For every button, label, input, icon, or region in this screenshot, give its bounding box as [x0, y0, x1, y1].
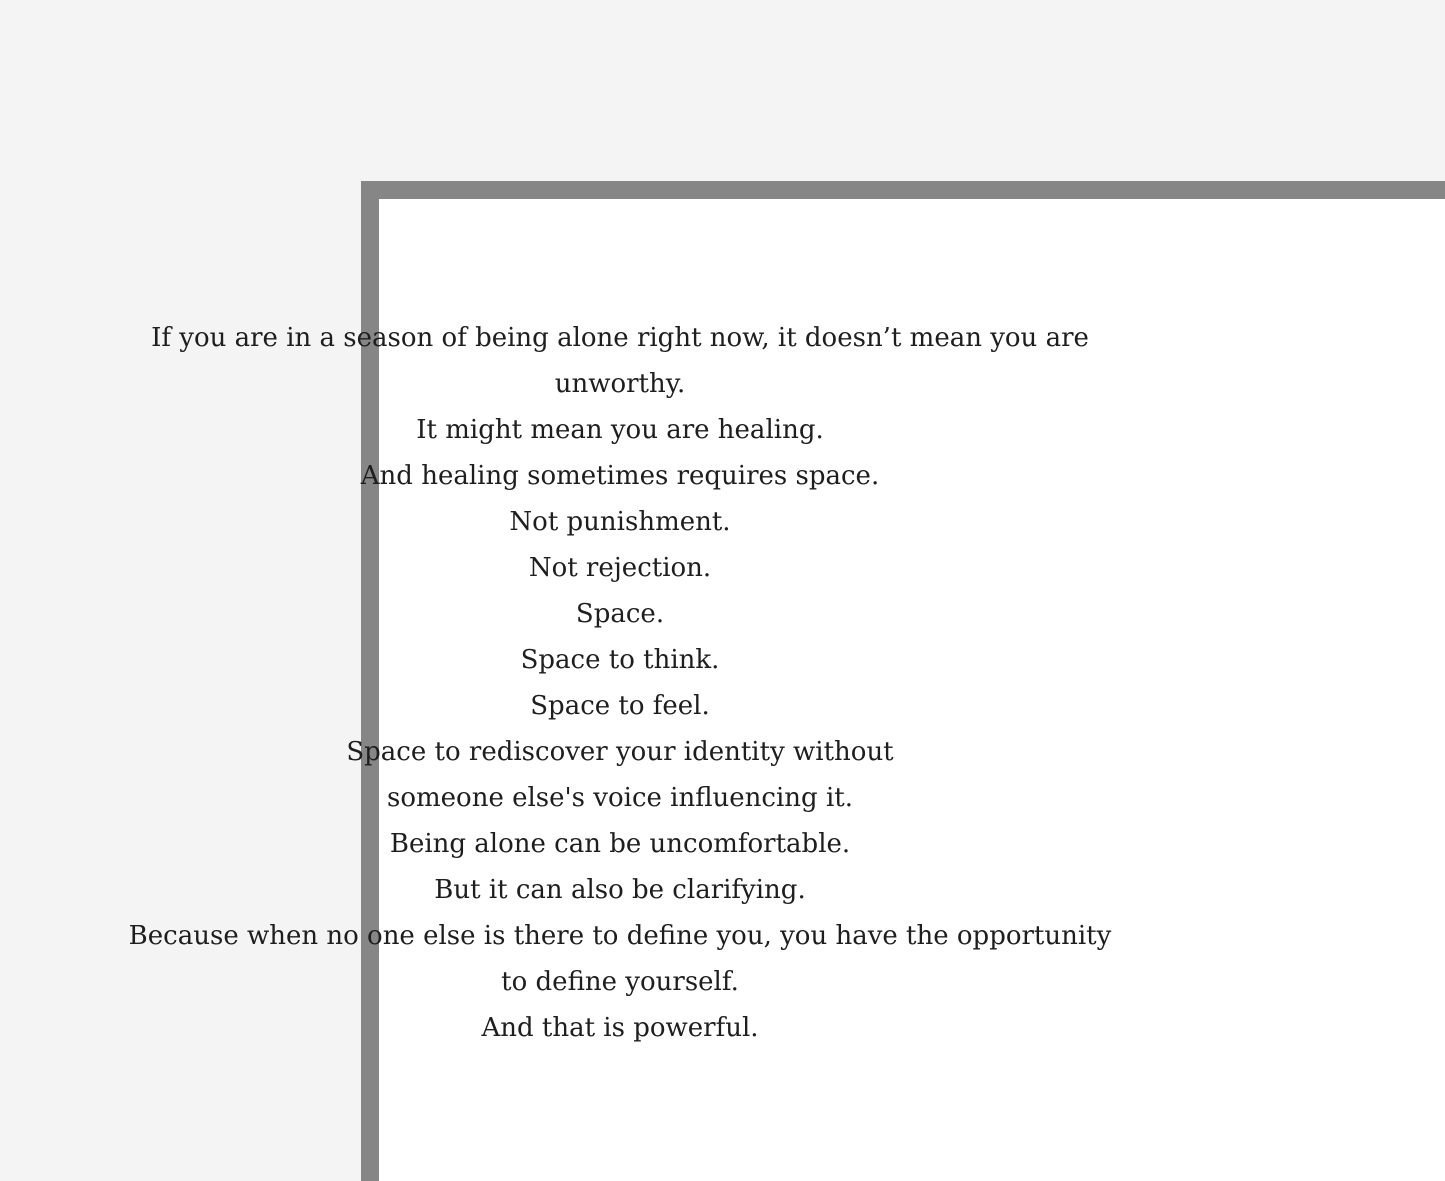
poem-line: unworthy.	[554, 369, 686, 399]
poem-line: But it can also be clarifying.	[434, 875, 806, 905]
poem-line: Not rejection.	[528, 553, 712, 583]
document-page	[128, 199, 1445, 1181]
poem-line: Being alone can be uncomfortable.	[389, 829, 851, 859]
poem-line: If you are in a season of being alone right now, it doesn’t mean you are	[151, 323, 1089, 353]
poem-line: Space to rediscover your identity without	[346, 737, 894, 767]
poem-line: Not punishment.	[509, 507, 731, 537]
poem-line: Because when no one else is there to define you, you have the opportunity	[128, 921, 1112, 951]
poem-line: It might mean you are healing.	[416, 415, 824, 445]
poem-line: Space to think.	[520, 645, 720, 675]
poem-line: And that is powerful.	[481, 1013, 759, 1043]
poem-line: Space to feel.	[530, 691, 710, 721]
poem-line: Space.	[575, 599, 665, 629]
document-frame	[128, 181, 1445, 1181]
poem-line: And healing sometimes requires space.	[360, 461, 880, 491]
poem-line: to define yourself.	[501, 967, 739, 997]
poem-line: someone else's voice influencing it.	[387, 783, 853, 813]
